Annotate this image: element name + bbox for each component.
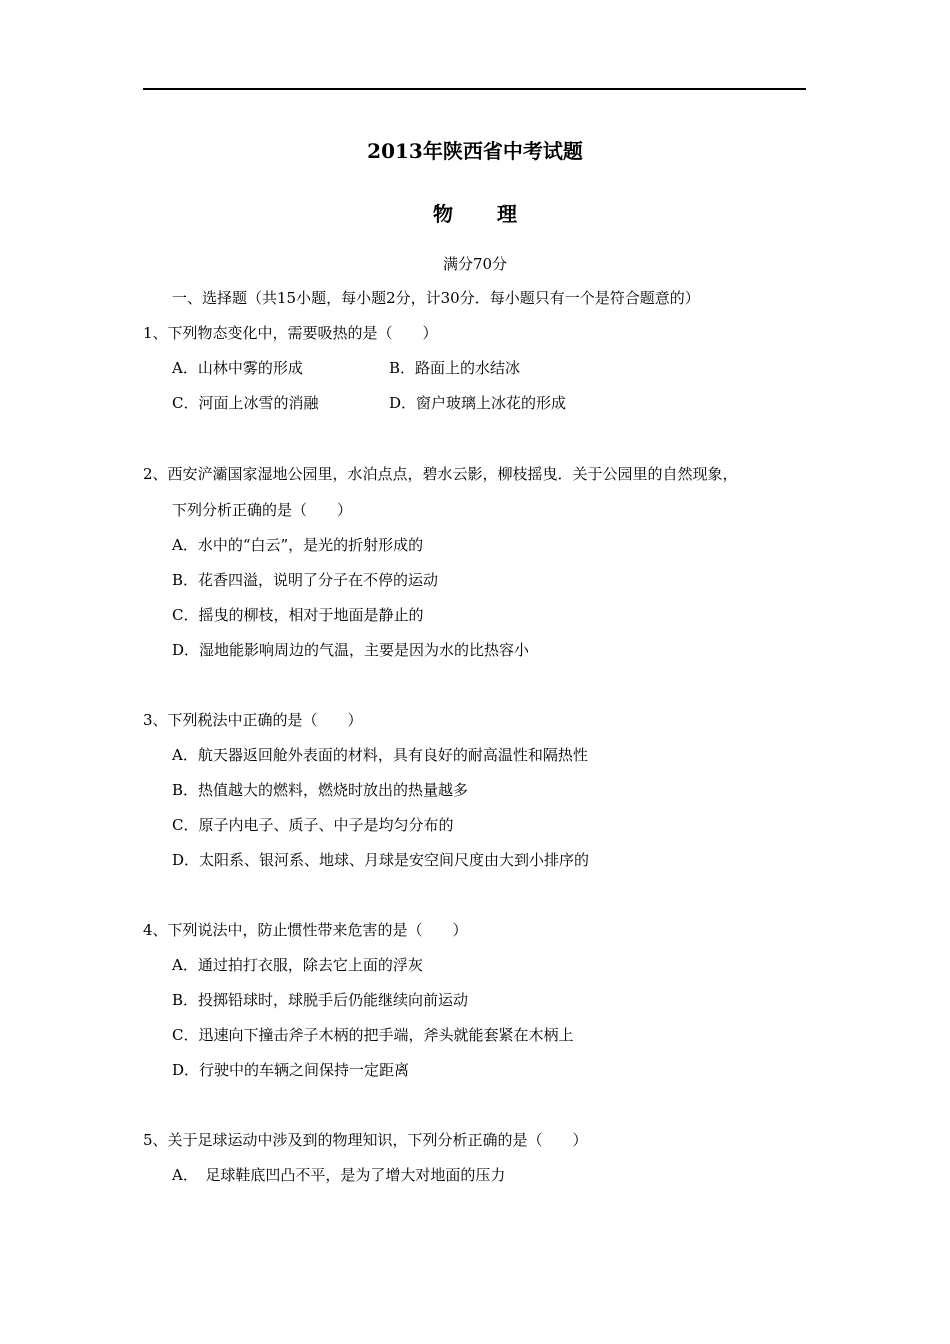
question-5-option-a: A． 足球鞋底凹凸不平，是为了增大对地面的压力 — [172, 1166, 506, 1184]
header-rule — [143, 88, 806, 90]
question-4-option-a: A．通过拍打衣服，除去它上面的浮灰 — [172, 956, 423, 974]
question-2-option-b: B．花香四溢，说明了分子在不停的运动 — [172, 571, 439, 589]
page-title: 2013年陕西省中考试题 — [367, 139, 583, 163]
question-1-option-b: B．路面上的水结冰 — [389, 359, 521, 377]
question-2-option-a: A．水中的“白云”，是光的折射形成的 — [172, 536, 424, 554]
question-1-stem: 1、下列物态变化中，需要吸热的是（ ） — [143, 324, 438, 342]
question-2-option-d: D．湿地能影响周边的气温，主要是因为水的比热容小 — [172, 641, 530, 659]
question-1-option-d: D．窗户玻璃上冰花的形成 — [389, 394, 567, 412]
question-4-option-d: D．行驶中的车辆之间保持一定距离 — [172, 1061, 410, 1079]
question-2-option-c: C．摇曳的柳枝，相对于地面是静止的 — [172, 606, 424, 624]
question-3-option-c: C．原子内电子、质子、中子是均匀分布的 — [172, 816, 454, 834]
subject-heading — [0, 200, 950, 228]
question-1-option-c: C．河面上冰雪的消融 — [172, 394, 319, 412]
question-4-stem: 4、下列说法中，防止惯性带来危害的是（ ） — [143, 921, 468, 939]
question-1-option-a: A．山林中雾的形成 — [172, 359, 303, 377]
question-2-stem: 2、西安浐灞国家湿地公园里，水泊点点，碧水云影，柳枝摇曳．关于公园里的自然现象， — [143, 465, 738, 483]
subject-char-2: 理 — [497, 202, 517, 226]
question-3-option-a: A．航天器返回舱外表面的材料，具有良好的耐高温性和隔热性 — [172, 746, 588, 764]
question-5-stem: 5、关于足球运动中涉及到的物理知识，下列分析正确的是（ ） — [143, 1131, 588, 1149]
question-2-stem-cont: 下列分析正确的是（ ） — [172, 501, 353, 519]
question-4-option-b: B．投掷铅球时，球脱手后仍能继续向前运动 — [172, 991, 469, 1009]
question-4-option-c: C．迅速向下撞击斧子木柄的把手端，斧头就能套紧在木柄上 — [172, 1026, 574, 1044]
question-3-stem: 3、下列税法中正确的是（ ） — [143, 711, 363, 729]
question-3-option-b: B．热值越大的燃料，燃烧时放出的热量越多 — [172, 781, 469, 799]
full-score: 满分70分 — [442, 255, 508, 273]
section-heading: 一、选择题（共15小题，每小题2分，计30分．每小题只有一个是符合题意的） — [172, 289, 700, 307]
subject-char-1: 物 — [433, 202, 453, 226]
question-3-option-d: D．太阳系、银河系、地球、月球是安空间尺度由大到小排序的 — [172, 851, 590, 869]
